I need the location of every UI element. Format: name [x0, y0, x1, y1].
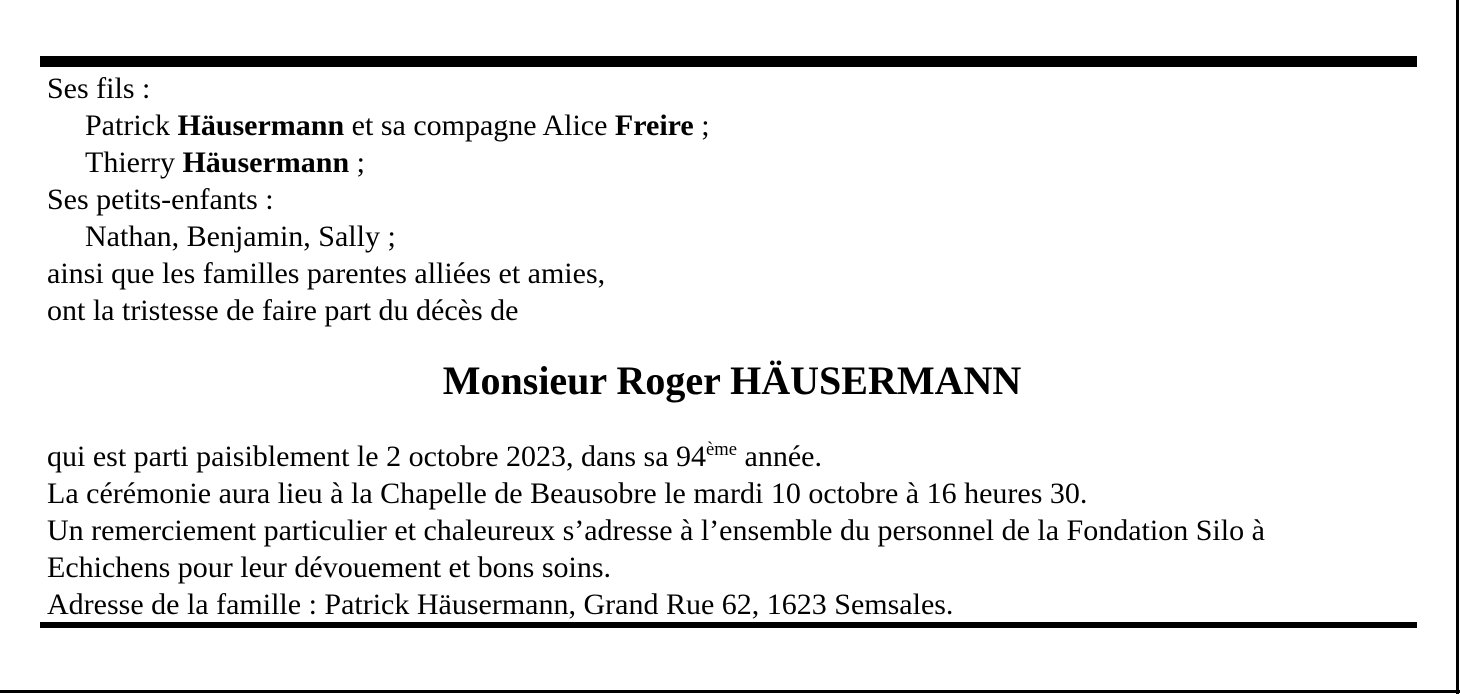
details-section: [47, 438, 1417, 623]
notice-line: ont la tristesse de faire part du décès de: [47, 294, 519, 327]
page-right-border: [1456, 0, 1459, 694]
notice-content: [47, 70, 1417, 623]
notice-line: Adresse de la famille : Patrick Häusermann, Grand Rue 62, 1623 Semsales.: [47, 588, 954, 621]
notice-line: Ses petits-enfants :: [47, 183, 274, 216]
deceased-name-title: Monsieur Roger HÄUSERMANN: [442, 358, 1022, 403]
notice-line: Un remerciement particulier et chaleureux s’adresse à l’ensemble du personnel de la Fondation Silo à: [47, 514, 1265, 547]
notice-line: Echichens pour leur dévouement et bons soins.: [47, 551, 612, 584]
top-divider-bar: [40, 56, 1417, 67]
notice-line: Patrick Häusermann et sa compagne Alice Freire ;: [85, 109, 710, 142]
notice-line: Nathan, Benjamin, Sally ;: [85, 220, 396, 253]
notice-line: ainsi que les familles parentes alliées et amies,: [47, 257, 606, 290]
notice-line: qui est parti paisiblement le 2 octobre 2023, dans sa 94ème année.: [47, 439, 822, 473]
page-bottom-border: [0, 690, 1460, 693]
notice-line: Ses fils :: [47, 72, 151, 105]
notice-line: La cérémonie aura lieu à la Chapelle de Beausobre le mardi 10 octobre à 16 heures 30.: [47, 477, 1088, 510]
bottom-divider-rule: [40, 622, 1417, 628]
family-section: [47, 70, 1417, 329]
notice-line: Thierry Häusermann ;: [85, 146, 365, 179]
